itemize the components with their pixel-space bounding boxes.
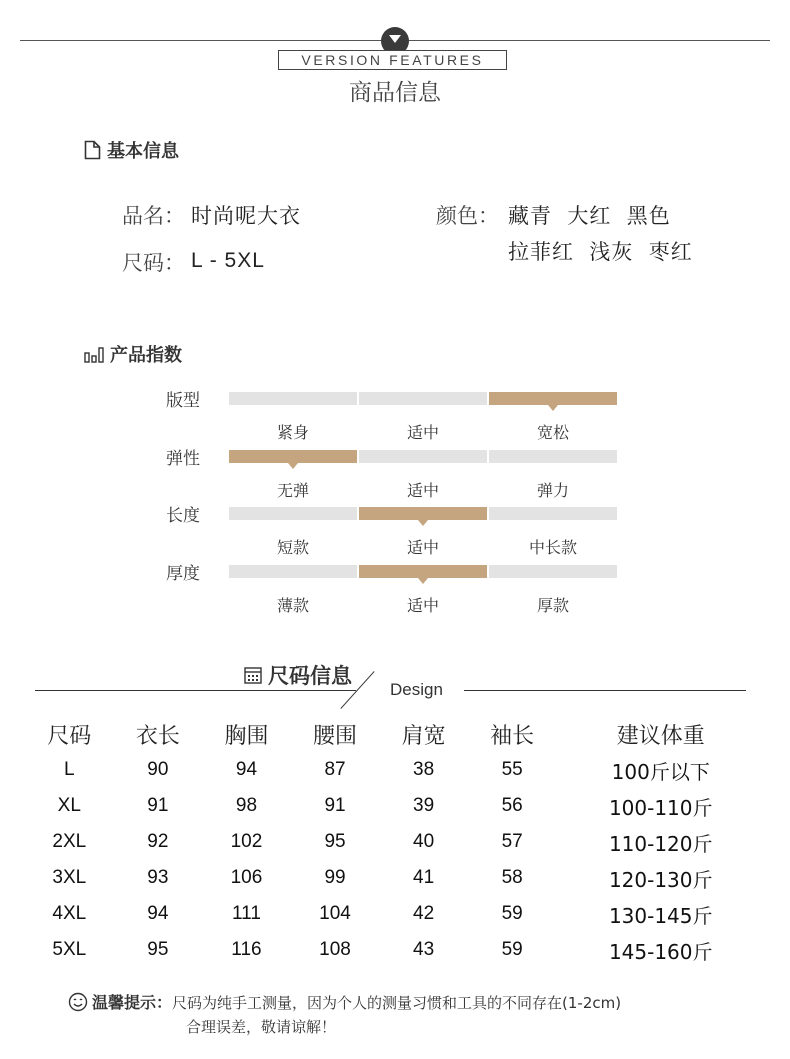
design-label: Design: [390, 680, 443, 699]
document-icon: [84, 140, 101, 160]
tip-title: 温馨提示：: [92, 993, 173, 1012]
index-bar-segment-selected: [489, 392, 617, 405]
table-row: [25, 932, 765, 968]
size-table: [25, 716, 765, 968]
size-cell: 3XL: [52, 867, 87, 888]
size-cell: 94: [235, 759, 258, 780]
calendar-grid-icon: [244, 666, 262, 684]
index-row-label: 厚度: [166, 564, 200, 584]
index-row-label: 弹性: [166, 449, 200, 469]
index-bar-segment: [229, 392, 357, 405]
size-info-heading: [244, 660, 352, 690]
index-option-label: 宽松: [536, 423, 569, 442]
index-bar-segment: [489, 565, 617, 578]
smiley-icon: [68, 992, 88, 1012]
size-cell: 145-160斤: [608, 939, 713, 964]
index-option-label: 适中: [406, 423, 439, 442]
basic-info-heading: [84, 137, 179, 163]
color-values-line2: 拉菲红 浅灰 枣红: [508, 240, 693, 264]
size-column-header: 建议体重: [616, 723, 705, 749]
table-row: [25, 860, 765, 896]
index-option-label: 中长款: [528, 538, 577, 557]
size-cell: 91: [147, 795, 169, 816]
table-row: [25, 896, 765, 932]
size-cell: 59: [501, 903, 523, 924]
index-bar-segment-selected: [359, 507, 487, 520]
product-index-title: 产品指数: [110, 345, 182, 366]
size-cell: 58: [501, 867, 523, 888]
page-title: 商品信息: [349, 80, 441, 106]
index-bar-segment: [359, 450, 487, 463]
index-option-label: 无弹: [276, 481, 309, 500]
size-cell: 120-130斤: [608, 867, 713, 892]
size-cell: 95: [147, 939, 169, 960]
basic-info-title: 基本信息: [107, 141, 179, 162]
color-label: 颜色：: [436, 204, 499, 228]
size-cell: 116: [231, 939, 262, 960]
size-cell: 43: [413, 939, 435, 960]
index-bar-segment: [489, 507, 617, 520]
tip-block: [68, 988, 768, 1018]
size-cell: 110-120斤: [608, 831, 713, 856]
size-column-header: 衣长: [135, 723, 180, 749]
size-divider-right: [464, 690, 746, 691]
size-cell: 55: [501, 759, 523, 780]
index-option-label: 适中: [406, 596, 439, 615]
index-bar-segment: [359, 392, 487, 405]
size-cell: 90: [147, 759, 169, 780]
size-cell: 39: [413, 795, 435, 816]
size-cell: 59: [501, 939, 523, 960]
size-cell: 95: [324, 831, 346, 852]
size-cell: 5XL: [52, 939, 87, 960]
size-cell: 40: [413, 831, 435, 852]
size-cell: 111: [232, 903, 261, 924]
product-index-heading: [84, 341, 182, 367]
size-cell: L: [64, 759, 75, 780]
size-cell: 87: [324, 759, 346, 780]
index-bar-segment-selected: [229, 450, 357, 463]
index-option-label: 适中: [406, 481, 439, 500]
size-cell: 106: [230, 867, 263, 888]
name-value: 时尚呢大衣: [191, 204, 301, 228]
size-cell: 56: [501, 795, 523, 816]
size-cell: 102: [230, 831, 263, 852]
size-divider-left: [35, 690, 356, 691]
index-option-label: 厚款: [536, 596, 569, 615]
size-cell: 93: [147, 867, 169, 888]
index-row-label: 长度: [166, 506, 200, 526]
size-cell: 100斤以下: [611, 759, 710, 784]
size-column-header: 尺码: [47, 723, 92, 749]
index-bar-segment: [229, 507, 357, 520]
index-option-label: 紧身: [276, 423, 309, 442]
size-cell: 57: [501, 831, 523, 852]
index-bar-segment: [489, 450, 617, 463]
size-table-body: [25, 752, 765, 968]
size-value: L - 5XL: [191, 249, 265, 272]
table-row: [25, 752, 765, 788]
bar-chart-icon: [84, 345, 104, 363]
size-cell: XL: [57, 795, 81, 816]
size-cell: 38: [413, 759, 435, 780]
index-option-label: 适中: [406, 538, 439, 557]
size-cell: 99: [324, 867, 346, 888]
table-row: [25, 824, 765, 860]
size-info-title: 尺码信息: [268, 664, 352, 688]
size-cell: 94: [147, 903, 169, 924]
size-cell: 91: [324, 795, 346, 816]
size-cell: 41: [413, 867, 435, 888]
size-column-header: 腰围: [313, 723, 358, 749]
index-row-label: 版型: [166, 391, 200, 411]
table-row: [25, 788, 765, 824]
version-features-label: VERSION FEATURES: [278, 50, 507, 70]
size-column-header: 袖长: [490, 723, 535, 749]
color-values-line1: 藏青 大红 黑色: [508, 204, 671, 228]
size-cell: 100-110斤: [608, 795, 713, 820]
index-option-label: 弹力: [536, 481, 569, 500]
size-cell: 4XL: [52, 903, 87, 924]
size-cell: 42: [413, 903, 435, 924]
tip-line2: 合理误差，敬请谅解！: [186, 1018, 337, 1036]
size-cell: 2XL: [52, 831, 87, 852]
size-label: 尺码：: [122, 251, 185, 275]
size-cell: 108: [319, 939, 351, 960]
size-column-header: 肩宽: [401, 723, 446, 749]
index-bar-segment-selected: [359, 565, 487, 578]
size-cell: 130-145斤: [608, 903, 713, 928]
size-column-header: 胸围: [224, 723, 269, 749]
size-table-header: [25, 716, 765, 752]
size-cell: 104: [319, 903, 351, 924]
index-option-label: 短款: [276, 538, 309, 557]
index-bar-segment: [229, 565, 357, 578]
size-cell: 98: [235, 795, 258, 816]
size-cell: 92: [147, 831, 169, 852]
tip-line1: 尺码为纯手工测量，因为个人的测量习惯和工具的不同存在(1-2cm): [172, 994, 622, 1012]
index-option-label: 薄款: [276, 596, 309, 615]
name-label: 品名：: [122, 204, 185, 228]
